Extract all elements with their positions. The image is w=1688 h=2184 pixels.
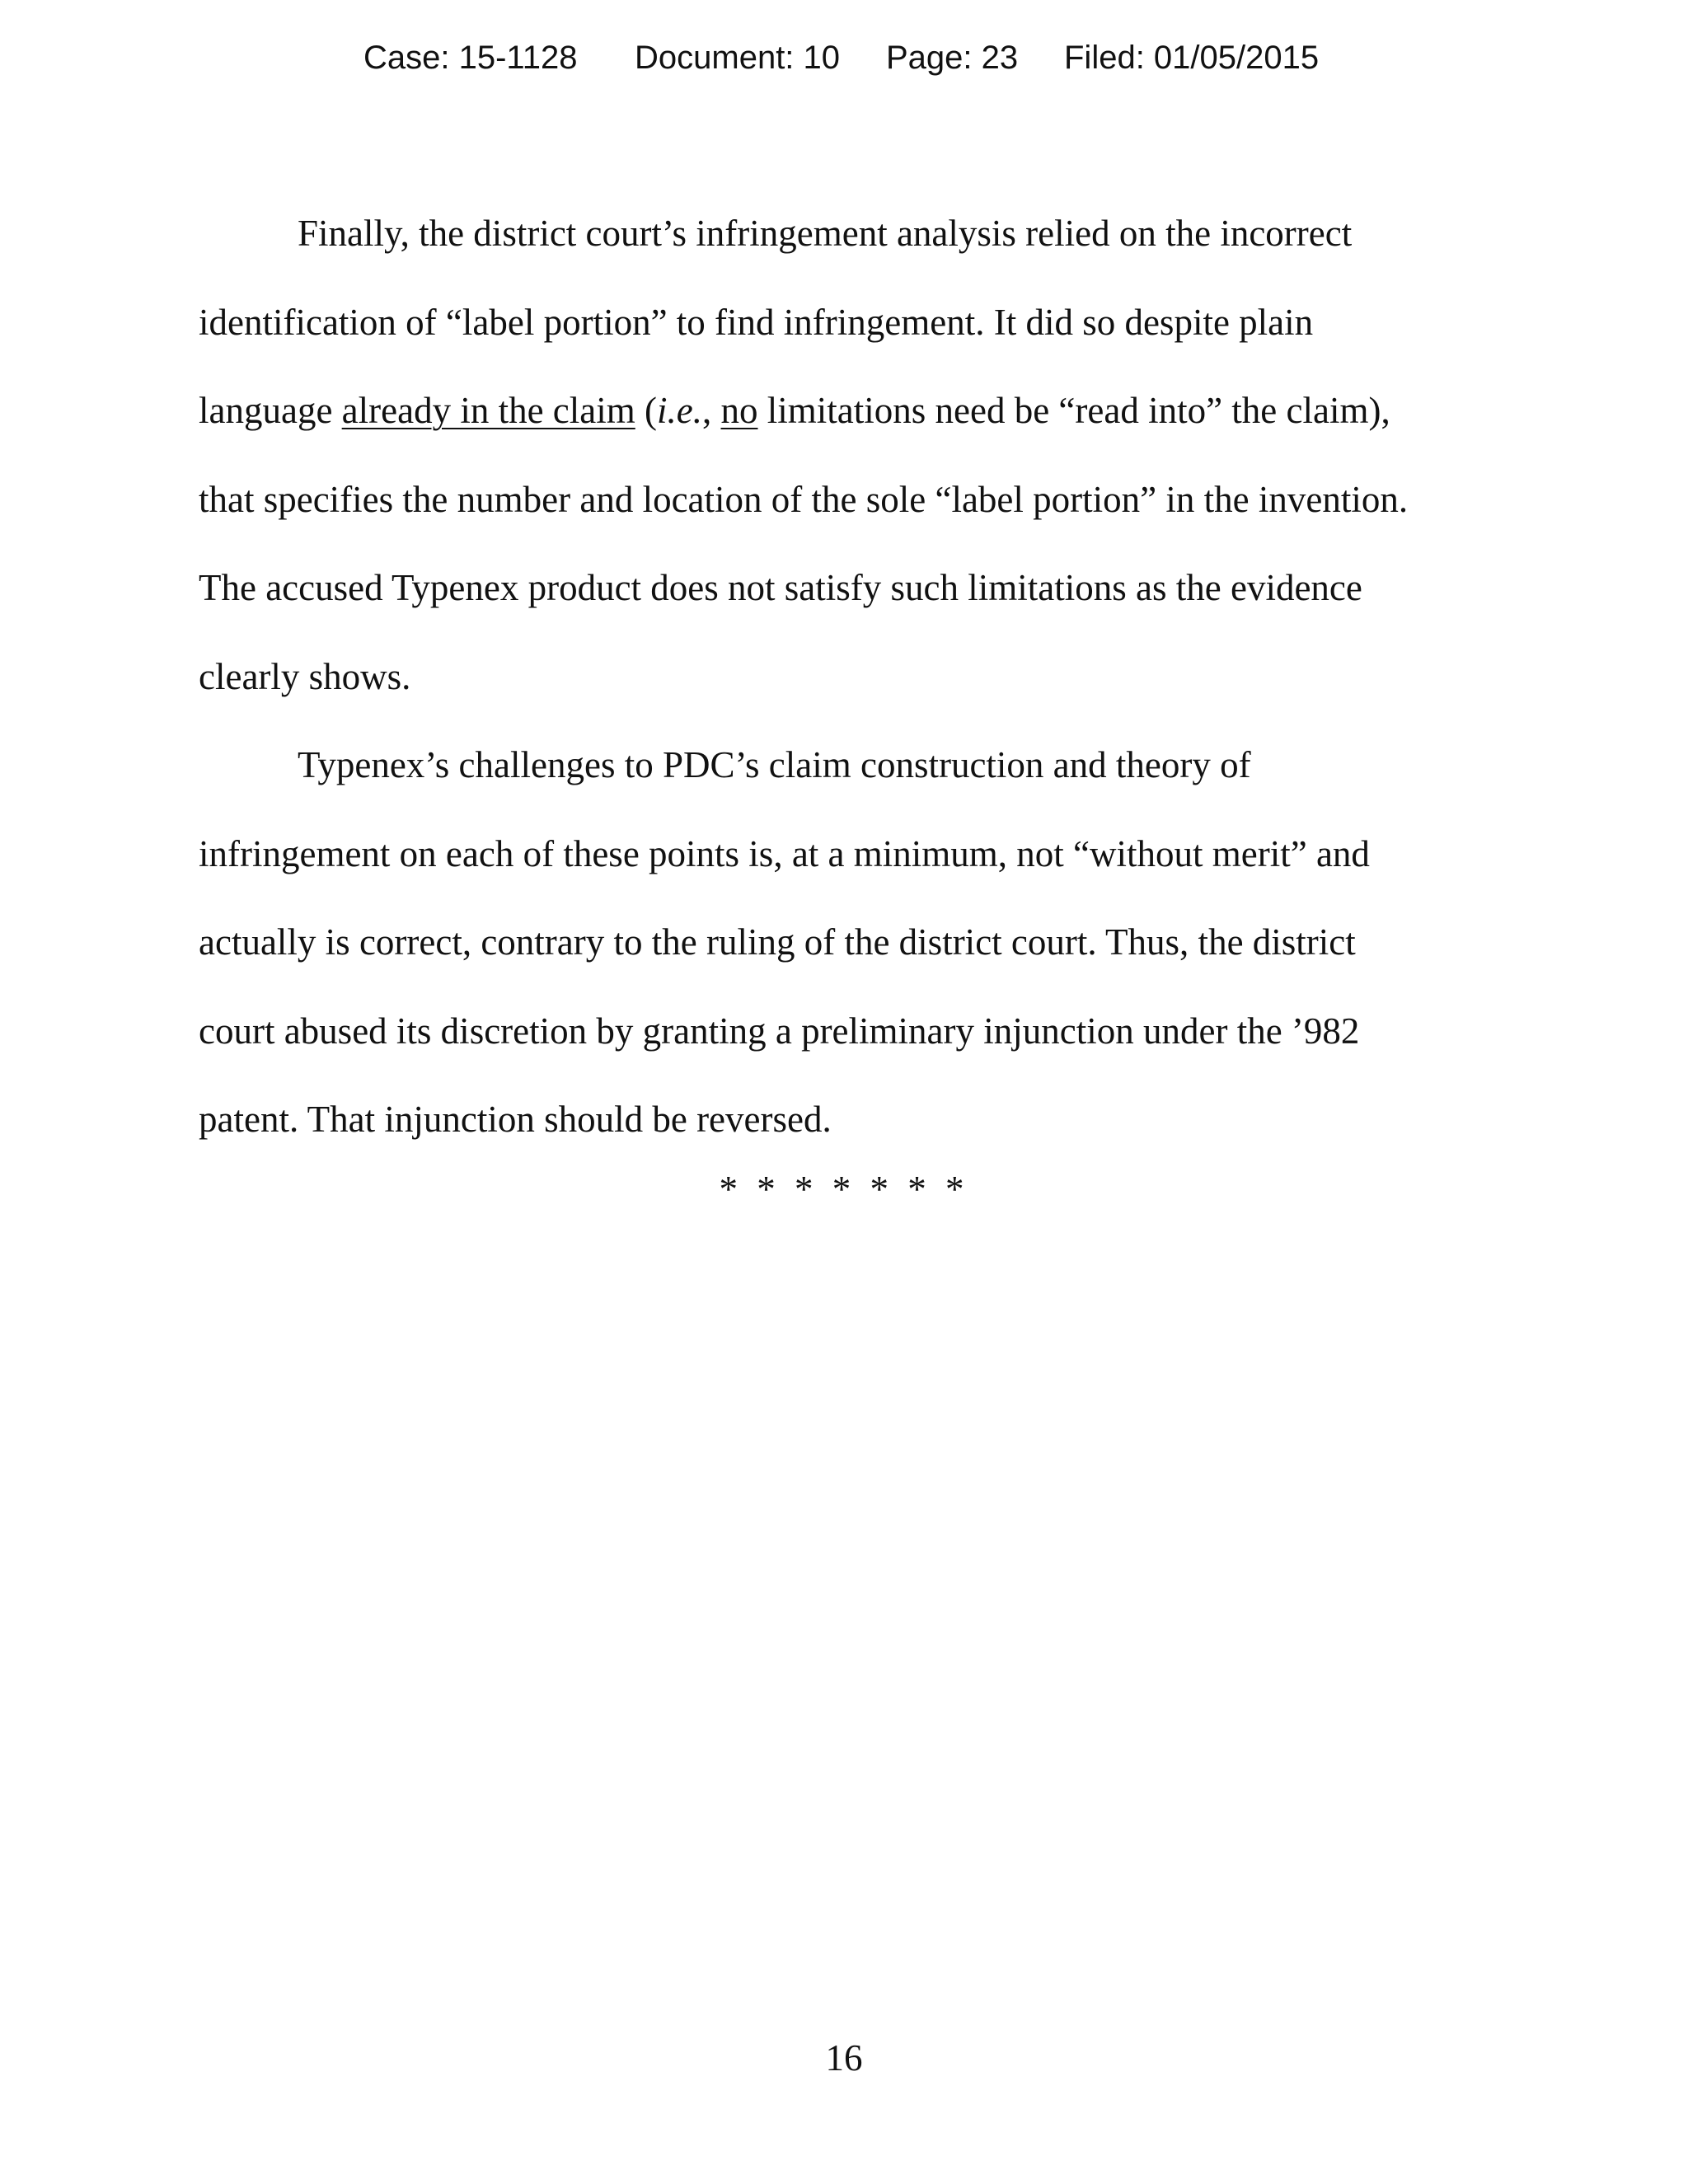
page-number: 16 [825, 2037, 863, 2079]
text-line: patent. That injunction should be reversed. [199, 1099, 832, 1140]
text-line: that specifies the number and location of the sole “label portion” in the invention. [199, 478, 1409, 520]
filed-date: Filed: 01/05/2015 [1064, 40, 1320, 76]
text-run: language [199, 390, 342, 431]
text-line: The accused Typenex product does not satisfy such limitations as the evidence [199, 567, 1362, 608]
text-run: , [702, 390, 721, 431]
text-line [199, 367, 1517, 456]
underlined-text: no [720, 390, 758, 431]
text-line: identification of “label portion” to find infringement. It did so despite plain [199, 301, 1314, 343]
italic-text: i.e. [657, 390, 702, 431]
text-line: infringement on each of these points is, at a minimum, not “without merit” and [199, 832, 1370, 874]
document-number: Document: 10 [635, 40, 841, 76]
text-line: Finally, the district court’s infringement analysis relied on the incorrect [298, 213, 1353, 254]
underlined-text: already in the claim [341, 390, 635, 431]
case-number: Case: 15-1128 [363, 40, 578, 76]
text-line: actually is correct, contrary to the ruling of the district court. Thus, the district [199, 921, 1356, 963]
text-run: limitations need be “read into” the claim), [757, 390, 1390, 431]
page-label: Page: 23 [886, 40, 1019, 76]
body-text [199, 190, 1517, 1165]
section-separator: * * * * * * * [719, 1169, 969, 1210]
paragraph-1 [199, 190, 1517, 721]
paragraph-2 [199, 721, 1517, 1165]
text-run: ( [635, 390, 658, 431]
text-line: clearly shows. [199, 655, 411, 697]
text-line: court abused its discretion by granting a preliminary injunction under the ’982 [199, 1010, 1360, 1052]
text-line: Typenex’s challenges to PDC’s claim construction and theory of [298, 744, 1251, 785]
